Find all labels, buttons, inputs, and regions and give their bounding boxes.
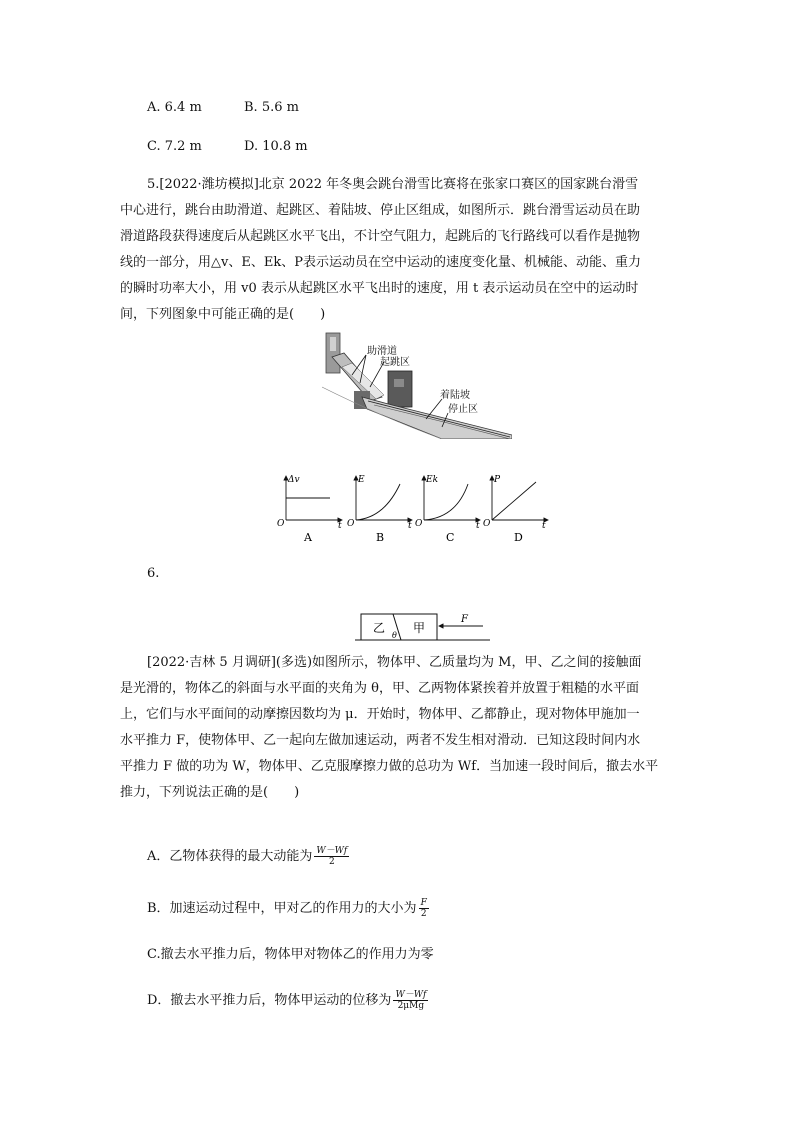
graph-a: [277, 475, 342, 544]
graph-b: [347, 475, 412, 544]
q6-option-a-numerator: W－Wf: [316, 846, 348, 856]
graph-c-xlabel: t: [476, 521, 480, 531]
q6-question-text: [120, 650, 659, 806]
graph-b-ylabel: E: [358, 475, 365, 485]
q6-option-b-fraction: [419, 898, 429, 919]
q6-option-b-numerator: F: [420, 898, 427, 908]
q4-option-d: D. 10.8 m: [244, 139, 308, 154]
q5-line: 滑道路段获得速度后从起跳区水平飞出，不计空气阻力，起跳后的飞行路线可以看作是抛物: [120, 229, 641, 244]
blocks-figure: [355, 606, 490, 646]
block-jia-label: 甲: [413, 621, 426, 635]
q6-line: 上，它们与水平面间的动摩擦因数均为 μ．开始时，物体甲、乙都静止，现对物体甲施加一: [120, 707, 640, 722]
q6-option-d: [147, 990, 428, 1011]
q6-line: 推力，下列说法正确的是( ): [120, 785, 300, 800]
q5-line: 线的一部分，用△v、E、Ek、P表示运动员在空中运动的速度变化量、机械能、动能、重力: [120, 255, 641, 270]
graph-c-origin: O: [415, 519, 423, 529]
graph-a-origin: O: [277, 519, 285, 529]
graph-d-xlabel: t: [542, 521, 546, 531]
graph-d-letter: D: [514, 531, 523, 544]
q6-option-d-numerator: W－Wf: [395, 990, 427, 1000]
graph-a-ylabel: Δv: [288, 475, 300, 485]
q6-option-a-fraction: [314, 846, 349, 867]
graph-c-ylabel: Ek: [426, 475, 439, 485]
q6-option-d-text: D．撤去水平推力后，物体甲运动的位移为: [147, 993, 392, 1008]
q6-option-b-denominator: 2: [420, 909, 427, 919]
q5-question-text: [120, 172, 647, 328]
q6-option-b: [147, 898, 429, 919]
q6-option-c: C.撤去水平推力后，物体甲对物体乙的作用力为零: [147, 947, 434, 962]
q6-option-a: [147, 846, 349, 867]
graph-d-origin: O: [483, 519, 491, 529]
label-zhuhuadao: 助滑道: [367, 346, 397, 357]
label-qitiaoqu: 起跳区: [380, 357, 410, 368]
q6-option-d-fraction: [393, 990, 428, 1011]
graph-c-curve: [424, 484, 468, 520]
q6-number: 6.: [147, 566, 160, 581]
label-tingzhiqu: 停止区: [448, 404, 478, 415]
q5-line: 5.[2022·潍坊模拟]北京 2022 年冬奥会跳台滑雪比赛将在张家口赛区的国家跳台滑雪: [147, 177, 639, 192]
q4-option-b: B. 5.6 m: [244, 100, 299, 115]
graph-d: [483, 475, 548, 544]
q5-line: 间，下列图象中可能正确的是( ): [120, 307, 326, 322]
label-zhuoluopo: 着陆坡: [440, 390, 470, 401]
q6-option-d-denominator: 2μMg: [397, 1001, 425, 1011]
q5-graphs: [272, 470, 552, 545]
force-label: F: [461, 614, 468, 625]
q6-option-a-text: A．乙物体获得的最大动能为: [147, 849, 313, 864]
q5-line: 的瞬时功率大小，用 v0 表示从起跳区水平飞出时的速度，用 t 表示运动员在空中的运动时: [120, 281, 639, 296]
graph-d-curve: [492, 482, 536, 520]
q4-option-a: A. 6.4 m: [147, 100, 202, 115]
q6-option-a-denominator: 2: [328, 857, 335, 867]
graph-d-ylabel: P: [494, 475, 501, 485]
graph-c: [415, 475, 480, 544]
graph-b-xlabel: t: [408, 521, 412, 531]
graph-c-letter: C: [446, 531, 455, 544]
q6-line: 平推力 F 做的功为 W，物体甲、乙克服摩擦力做的总功为 Wf．当加速一段时间后，撤去水平: [120, 759, 659, 774]
q5-line: 中心进行，跳台由助滑道、起跳区、着陆坡、停止区组成，如图所示．跳台滑雪运动员在助: [120, 203, 641, 218]
q6-option-b-text: B．加速运动过程中，甲对乙的作用力的大小为: [147, 901, 417, 916]
graph-b-origin: O: [347, 519, 355, 529]
graph-a-letter: A: [304, 531, 312, 544]
q6-line: 水平推力 F，使物体甲、乙一起向左做加速运动，两者不发生相对滑动．已知这段时间内水: [120, 733, 641, 748]
block-yi-label: 乙: [373, 621, 386, 635]
graph-b-curve: [356, 484, 400, 520]
q4-option-c: C. 7.2 m: [147, 139, 202, 154]
ski-jump-figure: [322, 327, 512, 439]
graph-a-xlabel: t: [338, 521, 342, 531]
q6-line: 是光滑的，物体乙的斜面与水平面的夹角为 θ，甲、乙两物体紧挨着并放置于粗糙的水平面: [120, 681, 639, 696]
q6-line: [2022·吉林 5 月调研](多选)如图所示，物体甲、乙质量均为 M，甲、乙之间的接触面: [147, 655, 642, 670]
graph-b-letter: B: [376, 531, 385, 544]
theta-label: θ: [392, 631, 397, 640]
